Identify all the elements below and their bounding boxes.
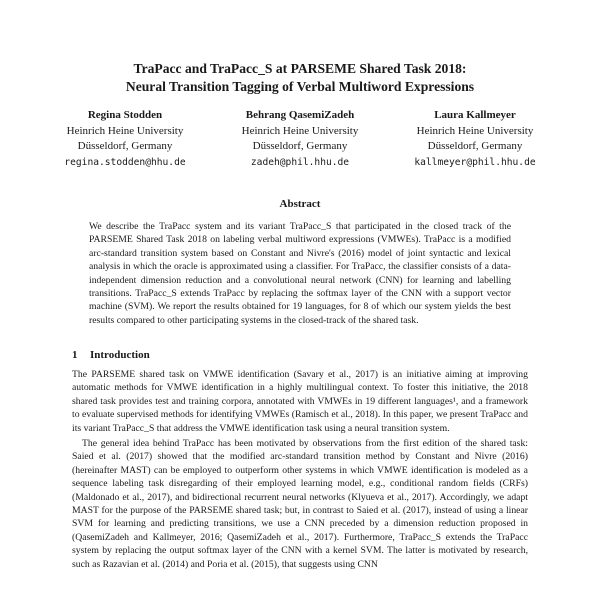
author-name: Laura Kallmeyer — [434, 109, 516, 121]
author-location: Düsseldorf, Germany — [252, 140, 348, 152]
author-affiliation: Heinrich Heine University — [416, 124, 534, 137]
paper-title — [0, 60, 600, 96]
intro-paragraph-1: The PARSEME shared task on VMWE identification (Savary et al., 2017) is an initiative aiming at improving automatic methods for VMWE identification in a highly multilingual context. To foster this initiative, the 2018 shared task provides test and training corpora, annotated with VMWEs in 19 different languages¹, and a framework to evaluate supervised methods for identifying VMWEs (Ramisch et al., 2018). In this paper, we present TraPacc and its variant TraPacc_S that address the VMWE identification task using a neural transition system. — [72, 369, 528, 434]
author-block — [40, 108, 560, 170]
author-email: zadeh@phil.hhu.de — [250, 156, 350, 168]
author-name: Behrang QasemiZadeh — [245, 109, 355, 121]
author-email: regina.stodden@hhu.de — [64, 156, 186, 168]
section-number: 1 — [72, 349, 78, 361]
title-line-2: Neural Transition Tagging of Verbal Multiword Expressions — [125, 79, 475, 94]
intro-paragraph-2: The general idea behind TraPacc has been motivated by observations from the first edition of the shared task: Saied et al. (2017) showed that the modified arc-standard transition method by Constant and Nivre (2016) (hereinafter MAST) can be employed to outperform other systems in which VMWE identification is modeled as a sequence labeling task disregarding of their employed learning model, e.g., conditional random fields (CRFs) (Maldonado et al., 2017), and bidirectional recurrent neural networks (Klyueva et al., 2017). Accordingly, we adapt MAST for the purpose of the PARSEME shared task; but, in contrast to Saied et al. (2017), instead of using a linear SVM for learning and predicting transitions, we use a CNN preceded by a dimension reduction proposed in (QasemiZadeh and Kallmeyer, 2016; QasemiZadeh et al., 2017). Furthermore, TraPacc_S extends the TraPacc system by replacing the output softmax layer of the CNN with a kernel SVM. The latter is motivated by research, such as Razavian et al. (2014) and Poria et al. (2015), that suggests using CNN — [72, 438, 528, 570]
section-heading — [72, 349, 150, 361]
author-2 — [215, 108, 385, 170]
abstract-heading: Abstract — [279, 198, 321, 210]
author-email: kallmeyer@phil.hhu.de — [414, 156, 536, 168]
author-1 — [40, 108, 210, 170]
abstract-body — [89, 220, 511, 327]
section-title: Introduction — [90, 349, 150, 361]
author-3 — [390, 108, 560, 170]
author-location: Düsseldorf, Germany — [77, 140, 173, 152]
title-line-1: TraPacc and TraPacc_S at PARSEME Shared Task 2018: — [133, 61, 467, 76]
author-affiliation: Heinrich Heine University — [241, 124, 359, 137]
author-affiliation: Heinrich Heine University — [66, 124, 184, 137]
author-name: Regina Stodden — [87, 109, 163, 121]
introduction-body — [72, 368, 528, 573]
abstract-text: We describe the TraPacc system and its variant TraPacc_S that participated in the closed track of the PARSEME Shared Task 2018 on labeling verbal multiword expressions (VMWEs). TraPacc is a modified arc-standard transition system based on Constant and Nivre's (2016) model of joint syntactic and lexical analysis in which the oracle is approximated using a classifier. For TraPacc, the classifier consists of a data-independent dimension reduction and a convolutional neural network (CNN) for learning and labelling transitions. TraPacc_S extends TraPacc by replacing the softmax layer of the CNN with a support vector machine (SVM). We report the results obtained for 19 languages, for 8 of which our system yields the best results compared to other participating systems in the closed-track of the shared task. — [89, 221, 511, 326]
author-location: Düsseldorf, Germany — [427, 140, 523, 152]
